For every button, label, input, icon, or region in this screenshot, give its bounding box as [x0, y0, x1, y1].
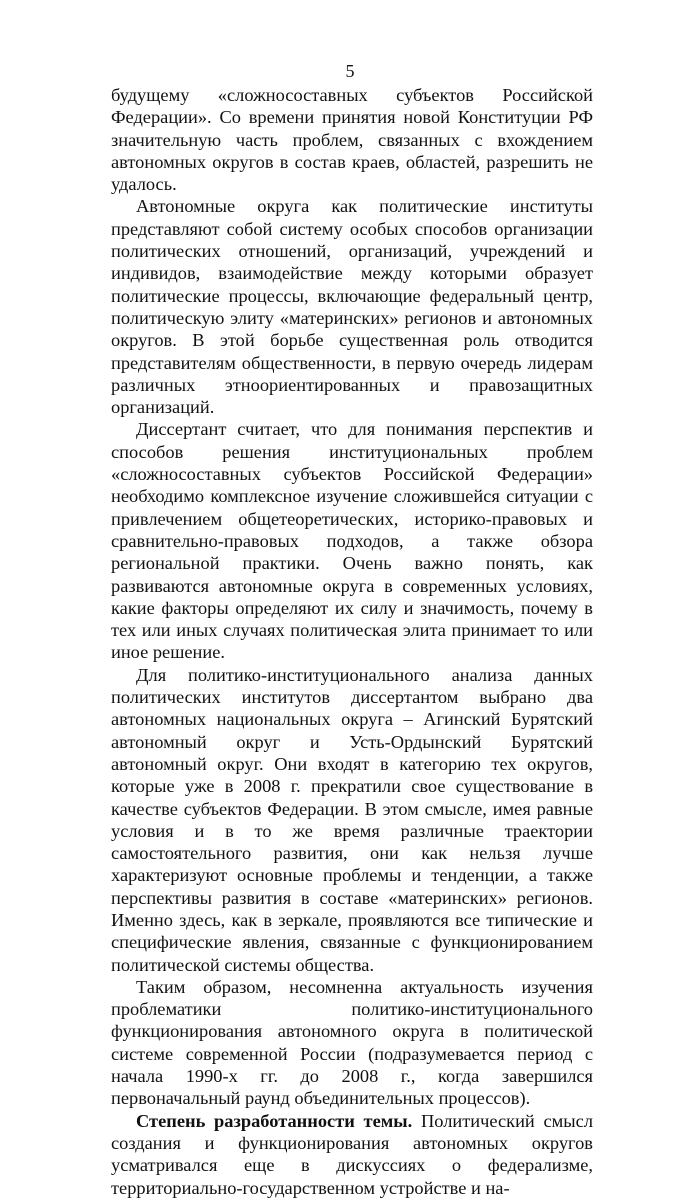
paragraph-text: Для политико-институционального анализа данных политических институтов диссертантом выбрано два автономных национальных округа – Агинский Бурятский автономный округ и Усть-Ордынский Бурятский автономный округ. Они входят в категорию тех округов, которые уже в 2008 г. прекратили свое существование в качестве субъектов Федерации. В этом смысле, имея равные условия и в то же время различные траектории самостоятельного развития, они как нельзя лучше характеризуют основные проблемы и тенденции, а также перспективы развития в составе «материнских» регионов. Именно здесь, как в зеркале, проявляются все типические и специфические явления, связанные с функционированием политической системы общества.	[111, 664, 593, 975]
paragraph-text: Таким образом, несомненна актуальность изучения проблематики политико-институционального функционирования автономного округа в политической системе современной России (подразумевается период с начала 1990-х гг. до 2008 г., когда завершился первоначальный раунд объединительных процессов).	[111, 976, 593, 1109]
paragraph-analysis-subjects	[111, 664, 593, 976]
paragraph-text: Автономные округа как политические институты представляют собой систему особых способов организации политических отношений, организаций, учреждений и индивидов, взаимодействие между которыми образует политические процессы, включающие федеральный центр, политическую элиту «материнских» регионов и автономных округов. В этой борьбе существенная роль отводится представителям общественности, в первую очередь лидерам различных этноориентированных и правозащитных организаций.	[111, 196, 593, 418]
paragraph-text: будущему «сложносоставных субъектов Российской Федерации». Со времени принятия новой Конституции РФ значительную часть проблем, связанных с вхождением автономных округов в состав краев, областей, разрешить не удалось.	[111, 85, 593, 195]
paragraph-text: Диссертант считает, что для понимания перспектив и способов решения институциональных проблем «сложносоставных субъектов Российской Федерации» необходимо комплексное изучение сложившейся ситуации с привлечением общетеоретических, историко-правовых и сравнительно-правовых подходов, а также обзора региональной практики. Очень важно понять, как развиваются автономные округа в современных условиях, какие факторы определяют их силу и значимость, почему в тех или иных случаях политическая элита принимает то или иное решение.	[111, 419, 593, 663]
paragraph-dissertant-view	[111, 418, 593, 663]
paragraph-text: Политический смысл создания и функционирования автономных округов усматривался еще в дискуссиях о федерализме, территориально-государственном устройстве и на-	[111, 1110, 593, 1198]
body-text	[111, 84, 593, 1199]
section-heading-inline: Степень разработанности темы.	[136, 1110, 413, 1131]
paragraph-continuation	[111, 84, 593, 195]
paragraph-degree-of-study	[111, 1110, 593, 1199]
paragraph-relevance	[111, 976, 593, 1110]
paragraph-autonomous-okrugs	[111, 195, 593, 418]
page-number: 5	[345, 61, 355, 81]
